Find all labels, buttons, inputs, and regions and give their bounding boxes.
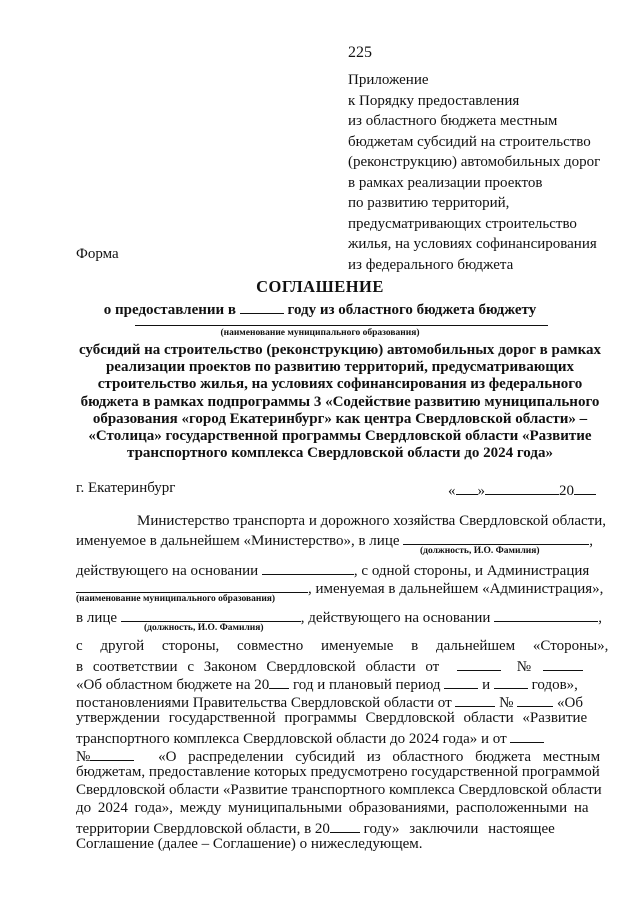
month-blank <box>485 480 559 495</box>
appendix-line: предусматривающих строительство <box>348 215 577 232</box>
body-line-11 <box>76 728 606 748</box>
decree-date-blank-2 <box>510 728 544 743</box>
appendix-line: в рамках реализации проектов <box>348 174 543 191</box>
body-line-16 <box>76 818 606 838</box>
municipality-blank-line <box>135 325 548 326</box>
position-blank-2 <box>121 607 301 622</box>
decree-number-blank-2 <box>90 746 134 761</box>
body-text: № <box>516 659 532 675</box>
body-line-10: утверждении государственной программы Свердловской области «Развитие <box>76 710 588 726</box>
subject-line: «Столица» государственной программы Свердловской области «Развитие <box>88 428 592 445</box>
body-text: транспортного комплекса Свердловской области до 2024 года» и от <box>76 731 507 747</box>
subject-line: транспортного комплекса Свердловской области до 2024 года» <box>127 445 553 462</box>
appendix-line: по развитию территорий, <box>348 195 510 211</box>
document-subtitle <box>0 299 640 319</box>
body-line-9 <box>76 692 606 712</box>
body-text: годов», <box>531 677 578 693</box>
body-text: год и плановый период <box>293 677 441 693</box>
body-line-6: с другой стороны, совместно именуемые в дальнейшем «Стороны», <box>76 638 609 654</box>
subject-line: строительство жилья, на условиях софинансирования из федерального <box>97 376 583 393</box>
municipality-hint: (наименование муниципального образования) <box>220 328 420 338</box>
body-text: , с одной стороны, и Администрация <box>353 563 590 579</box>
appendix-line: к Порядку предоставления <box>348 92 520 109</box>
body-text: , именуемая в дальнейшем «Администрация», <box>308 581 604 597</box>
body-text: , <box>598 610 602 626</box>
body-text: «Об областном бюджете на 20 <box>76 677 270 693</box>
body-text: действующего на основании <box>76 563 259 579</box>
decree-number-blank-1 <box>517 692 553 707</box>
subtitle-part-b: году из областного бюджета бюджету <box>287 302 537 318</box>
position-hint-2: (должность, И.О. Фамилия) <box>144 623 264 633</box>
agreement-subject <box>70 342 610 462</box>
basis-blank-1 <box>262 560 354 575</box>
subject-line: субсидий на строительство (реконструкцию) автомобильных дорог в рамках <box>78 342 602 358</box>
agreement-year-blank <box>330 818 360 833</box>
appendix-note <box>348 70 633 275</box>
body-text: в лице <box>76 610 118 626</box>
date-open-quote: « <box>448 483 456 499</box>
year-suffix-blank <box>574 480 596 495</box>
basis-blank-2 <box>494 607 598 622</box>
appendix-line: Приложение <box>348 72 429 88</box>
subtitle-part-a: о предоставлении в <box>103 302 237 318</box>
appendix-line: из федерального бюджета <box>348 256 514 273</box>
appendix-line: бюджетам субсидий на строительство <box>348 133 591 150</box>
body-text: именуемое в дальнейшем «Министерство», в лице <box>76 533 400 549</box>
body-line-8 <box>76 674 606 694</box>
body-text: году» заключили настоящее <box>363 821 555 837</box>
date-close-quote: » <box>477 483 485 499</box>
subject-line: бюджета в рамках подпрограммы 3 «Содействие развитию муниципального <box>80 393 600 410</box>
body-line-14: Свердловской области «Развитие транспортного комплекса Свердловской области <box>76 782 602 798</box>
body-text: постановлениями Правительства Свердловской области от <box>76 695 452 711</box>
body-line-3 <box>76 560 606 580</box>
law-number-blank <box>543 656 583 671</box>
year-blank <box>240 299 284 314</box>
body-text: , <box>589 533 594 549</box>
city: г. Екатеринбург <box>76 480 176 496</box>
law-date-blank <box>457 656 501 671</box>
page-number: 225 <box>348 44 372 61</box>
subject-line: реализации проектов по развитию территорий, предусматривающих <box>105 359 575 376</box>
position-hint-1: (должность, И.О. Фамилия) <box>420 546 540 556</box>
document-title: СОГЛАШЕНИЕ <box>256 277 384 296</box>
municipality-hint-2: (наименование муниципального образования) <box>76 594 276 604</box>
day-blank <box>456 480 478 495</box>
body-text: № <box>499 695 514 711</box>
appendix-line: (реконструкцию) автомобильных дорог <box>348 154 601 170</box>
body-line-17: Соглашение (далее – Соглашение) о нижеследующем. <box>76 836 423 852</box>
appendix-line: жилья, на условиях софинансирования <box>348 236 597 252</box>
date-year: 20 <box>559 483 574 499</box>
municipality-blank-2 <box>76 578 308 593</box>
position-blank-1 <box>403 530 589 545</box>
decree-date-blank-1 <box>455 692 495 707</box>
appendix-line: из областного бюджета местным <box>348 113 558 129</box>
body-line-13: бюджетам, предоставление которых предусмотрено государственной программой <box>76 764 600 780</box>
body-text: в соответствии с Законом Свердловской области от <box>76 659 440 675</box>
body-text: «О распределении субсидий из областного бюджета местным <box>158 749 601 765</box>
budget-year-blank <box>269 674 289 689</box>
body-text: и <box>482 677 491 693</box>
body-text: № <box>76 749 91 765</box>
body-line-12 <box>76 746 606 766</box>
body-text: территории Свердловской области, в 20 <box>76 821 330 837</box>
plan-year-blank-1 <box>444 674 478 689</box>
subject-line: образования «город Екатеринбург» как центра Свердловской области» – <box>92 410 588 427</box>
plan-year-blank-2 <box>494 674 528 689</box>
form-label: Форма <box>76 246 119 262</box>
body-line-7 <box>76 656 606 676</box>
body-text: , действующего на основании <box>300 610 491 626</box>
body-line-1: Министерство транспорта и дорожного хозяйства Свердловской области, <box>137 513 606 529</box>
body-line-15: до 2024 года», между муниципальными образованиями, расположенными на <box>76 800 589 816</box>
body-text: «Об <box>556 695 583 711</box>
date-field <box>448 480 596 500</box>
